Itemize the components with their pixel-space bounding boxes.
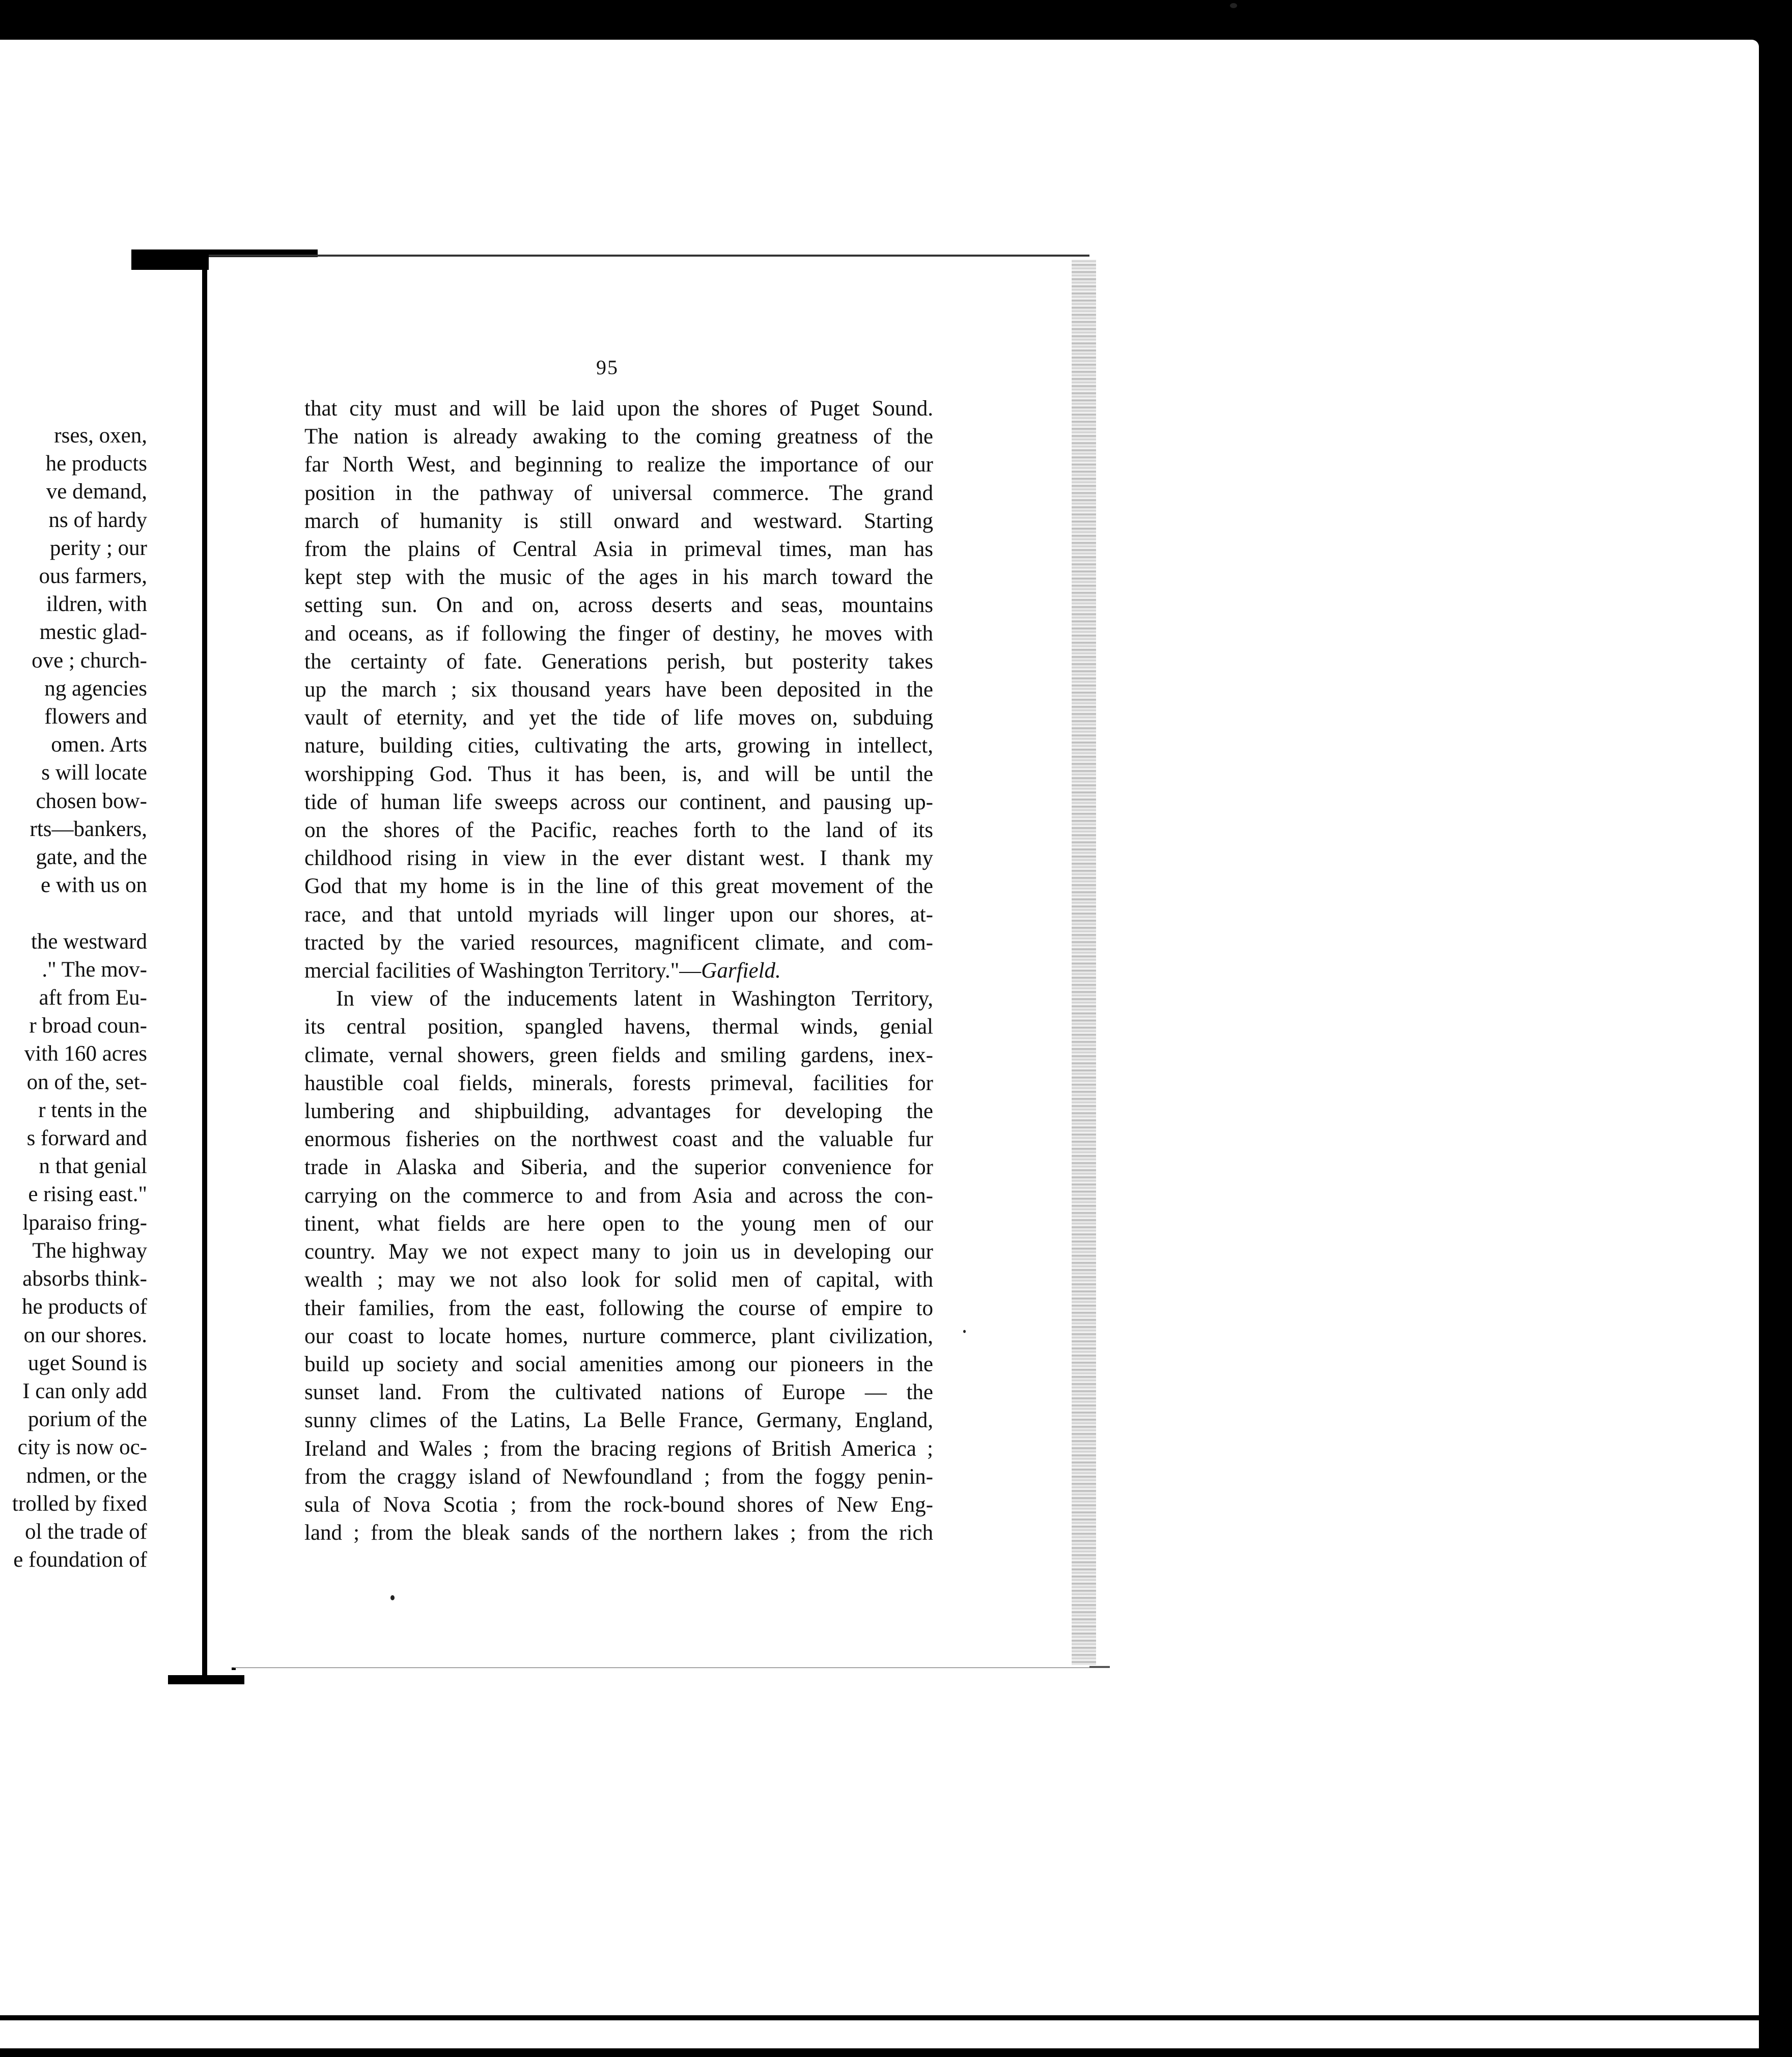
left-page-line: he products of: [22, 1295, 147, 1319]
text-line: nature, building cities, cultivating the arts, growing in intellect,: [304, 734, 933, 758]
text-line: tinent, what fields are here open to the young men of our: [304, 1211, 933, 1236]
left-page-line: he products: [45, 452, 147, 476]
text-line: our coast to locate homes, nurture commerce, plant civilization,: [304, 1324, 933, 1348]
left-page-line: on of the, set-: [26, 1070, 147, 1094]
text-line: In view of the inducements latent in Washington Territory,: [336, 987, 933, 1011]
left-page-line: gate, and the: [36, 845, 147, 870]
text-line: its central position, spangled havens, thermal winds, genial: [304, 1015, 933, 1039]
left-page-line: ng agencies: [44, 676, 147, 701]
left-page-line: the westward: [31, 929, 147, 954]
left-page-line: e rising east.": [28, 1182, 147, 1207]
text-line: setting sun. On and on, across deserts and seas, mountains: [304, 593, 933, 618]
left-page: [0, 271, 207, 1679]
bottom-scan-line: [0, 2015, 1759, 2020]
left-page-line: [0, 899, 147, 927]
text-line: Ireland and Wales ; from the bracing regions of British America ;: [304, 1436, 933, 1461]
text-line: haustible coal fields, minerals, forests primeval, facilities for: [304, 1071, 933, 1095]
left-page-line: ildren, with: [46, 592, 147, 617]
page-number: 95: [596, 356, 619, 379]
left-page-line: n that genial: [39, 1154, 147, 1179]
main-text: [304, 395, 933, 1547]
paragraph-2: [304, 985, 933, 1547]
left-page-line: r broad coun-: [29, 1014, 147, 1038]
left-page-line: ndmen, or the: [26, 1463, 147, 1488]
scan-speck: [1230, 3, 1237, 8]
text-line: their families, from the east, following the course of empire to: [304, 1296, 933, 1320]
left-page-line: perity ; our: [49, 536, 147, 560]
left-page-line: aft from Eu-: [39, 986, 147, 1010]
left-page-line: flowers and: [44, 705, 147, 729]
left-page-line: ous farmers,: [39, 564, 147, 589]
left-page-line: e with us on: [40, 873, 147, 898]
left-page-line: omen. Arts: [51, 733, 147, 757]
text-line: worshipping God. Thus it has been, is, and will be until the: [304, 762, 933, 786]
text-line: far North West, and beginning to realize the importance of our: [304, 453, 933, 477]
text-line: on the shores of the Pacific, reaches forth to the land of its: [304, 818, 933, 843]
text-line: wealth ; may we not also look for solid men of capital, with: [304, 1268, 933, 1292]
text-line: sunny climes of the Latins, La Belle France, Germany, England,: [304, 1408, 933, 1433]
text-line: build up society and social amenities among our pioneers in the: [304, 1352, 933, 1376]
left-page-line: absorbs think-: [22, 1267, 147, 1291]
text-line: enormous fisheries on the northwest coast and the valuable fur: [304, 1127, 933, 1152]
left-page-line: uget Sound is: [27, 1351, 147, 1375]
text-line: The nation is already awaking to the coming greatness of the: [304, 425, 933, 449]
left-page-text: [0, 422, 147, 1574]
left-page-line: ove ; church-: [32, 648, 147, 673]
page-top-edge: [209, 255, 1089, 257]
attribution: Garfield.: [701, 959, 781, 983]
text-line: trade in Alaska and Siberia, and the superior convenience for: [304, 1155, 933, 1180]
left-page-line: city is now oc-: [17, 1435, 147, 1460]
text-line: march of humanity is still onward and westward. Starting: [304, 509, 933, 533]
paragraph-1-closing-line: [304, 957, 933, 985]
text-line: vault of eternity, and yet the tide of life moves on, subduing: [304, 706, 933, 730]
paragraph-1: [304, 395, 933, 957]
text-line: carrying on the commerce to and from Asia and across the con-: [304, 1183, 933, 1208]
left-page-line: vith 160 acres: [24, 1042, 147, 1066]
left-page-line: s will locate: [41, 761, 147, 785]
left-page-line: I can only add: [22, 1379, 147, 1403]
text-line: race, and that untold myriads will linger upon our shores, at-: [304, 902, 933, 927]
gutter-line: [202, 266, 207, 1679]
left-page-line: ve demand,: [46, 480, 147, 504]
scan-speck: [963, 1330, 966, 1333]
left-page-line: rts—bankers,: [30, 817, 147, 841]
text-line: up the march ; six thousand years have been deposited in the: [304, 678, 933, 702]
left-page-line: chosen bow-: [36, 789, 147, 813]
text-line: tide of human life sweeps across our continent, and pausing up-: [304, 790, 933, 814]
text-line: climate, vernal showers, green fields and smiling gardens, inex-: [304, 1043, 933, 1067]
left-page-line: mestic glad-: [39, 620, 147, 645]
text-line: and oceans, as if following the finger of destiny, he moves with: [304, 621, 933, 646]
text-line: the certainty of fate. Generations perish, but posterity takes: [304, 649, 933, 674]
left-page-line: lparaiso fring-: [22, 1210, 147, 1235]
text-line: that city must and will be laid upon the shores of Puget Sound.: [304, 397, 933, 421]
text-line: land ; from the bleak sands of the northern lakes ; from the rich: [304, 1521, 933, 1545]
left-page-line: s forward and: [26, 1126, 147, 1151]
left-page-line: r tents in the: [38, 1098, 147, 1122]
left-page-line: ." The mov-: [42, 957, 147, 982]
left-page-line: ol the trade of: [25, 1519, 147, 1544]
text-line: childhood rising in view in the ever distant west. I thank my: [304, 846, 933, 871]
scan-speck: [390, 1595, 395, 1600]
text-line: from the craggy island of Newfoundland ; from the foggy penin-: [304, 1464, 933, 1489]
closing-quote-text: mercial facilities of Washington Territory."—: [304, 959, 702, 983]
left-page-line: e foundation of: [13, 1548, 147, 1572]
left-page-line: The highway: [32, 1238, 147, 1263]
text-line: lumbering and shipbuilding, advantages for developing the: [304, 1099, 933, 1124]
page-stack-edge: [1072, 260, 1096, 1665]
text-line: kept step with the music of the ages in his march toward the: [304, 565, 933, 590]
left-page-line: trolled by fixed: [12, 1491, 147, 1516]
text-line: God that my home is in the line of this great movement of the: [304, 874, 933, 899]
left-page-line: on our shores.: [23, 1323, 147, 1347]
text-line: tracted by the varied resources, magnificent climate, and com-: [304, 930, 933, 955]
text-line: country. May we not expect many to join us in developing our: [304, 1240, 933, 1264]
text-line: sunset land. From the cultivated nations of Europe — the: [304, 1380, 933, 1405]
text-line: position in the pathway of universal commerce. The grand: [304, 481, 933, 505]
text-line: from the plains of Central Asia in primeval times, man has: [304, 537, 933, 562]
left-page-line: ns of hardy: [48, 508, 147, 532]
left-page-line: rses, oxen,: [54, 424, 147, 448]
left-page-line: porium of the: [27, 1407, 147, 1432]
text-line: sula of Nova Scotia ; from the rock-bound shores of New Eng-: [304, 1492, 933, 1517]
